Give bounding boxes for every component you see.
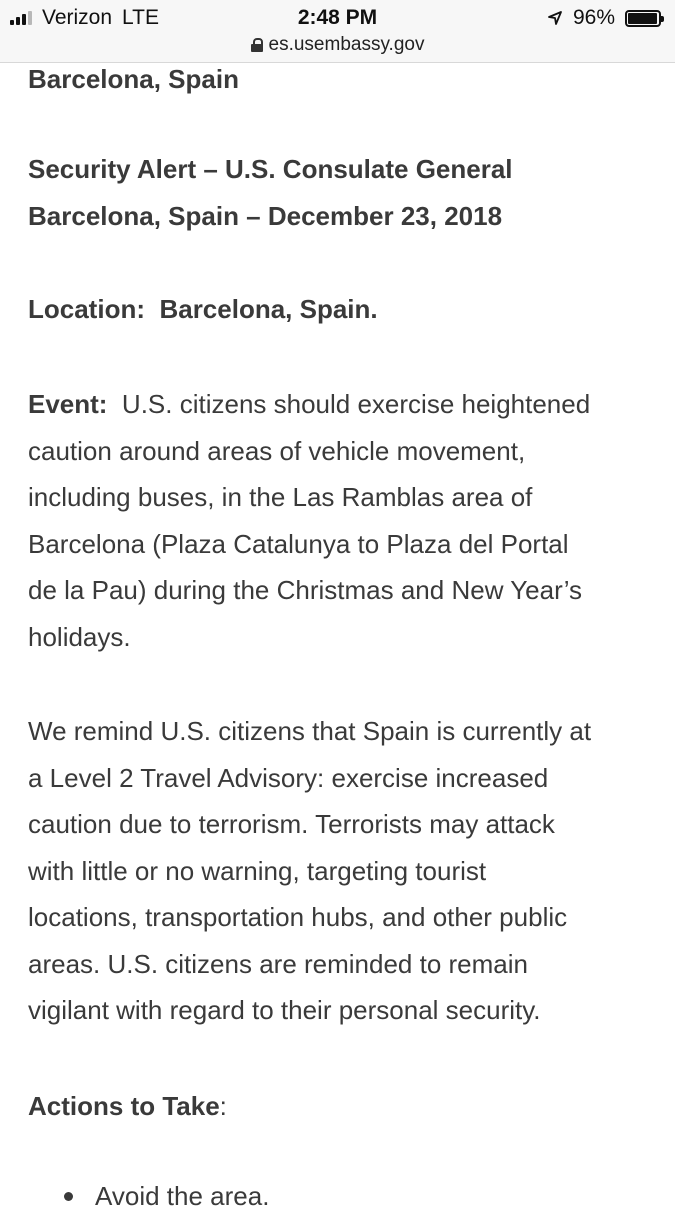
bullet-dot-icon [64,1192,73,1201]
event-paragraph [28,381,653,660]
reminder-line-7: vigilant with regard to their personal security. [28,995,541,1025]
list-item [64,1176,269,1216]
event-line-3: including buses, in the Las Ramblas area of [28,482,533,512]
location-value: Barcelona, Spain. [159,294,378,324]
alert-title-line-2: Barcelona, Spain – December 23, 2018 [28,200,503,231]
status-right [547,6,661,30]
alert-title [28,146,653,239]
actions-colon: : [219,1091,227,1121]
clock: 2:48 PM [297,6,378,29]
battery-percent: 96% [572,6,615,29]
reminder-line-3: caution due to terrorism. Terrorists may attack [28,809,555,839]
event-label: Event: [28,389,108,419]
network-type: LTE [122,6,160,29]
location-line [28,286,653,333]
event-line-6: holidays. [28,621,131,652]
cut-off-heading: Barcelona, Spain [28,64,239,94]
alert-title-line-1: Security Alert – U.S. Consulate General [28,154,513,184]
reminder-paragraph [28,708,653,1034]
location-label: Location: [28,294,145,324]
lock-icon [251,38,263,52]
reminder-line-2: a Level 2 Travel Advisory: exercise increased [28,762,549,793]
address-bar[interactable] [0,34,675,56]
event-line-5: de la Pau) during the Christmas and New Year’s [28,575,583,605]
status-bar [0,0,675,63]
battery-icon [625,10,661,27]
event-line-2: caution around areas of vehicle movement, [28,435,526,466]
reminder-line-6: areas. U.S. citizens are reminded to remain [28,948,528,979]
url-text[interactable]: es.usembassy.gov [268,34,425,55]
reminder-line-1: We remind U.S. citizens that Spain is currently at [28,716,592,746]
location-arrow-icon [547,10,563,26]
event-line-4: Barcelona (Plaza Catalunya to Plaza del Portal [28,528,569,559]
reminder-line-4: with little or no warning, targeting tourist [28,855,487,886]
event-line-1: U.S. citizens should exercise heightened [121,389,591,419]
actions-heading [28,1083,653,1130]
bullet-text: Avoid the area. [95,1181,270,1211]
reminder-line-5: locations, transportation hubs, and other public [28,902,568,932]
actions-label: Actions to Take [28,1091,220,1121]
carrier-name: Verizon [42,6,113,29]
